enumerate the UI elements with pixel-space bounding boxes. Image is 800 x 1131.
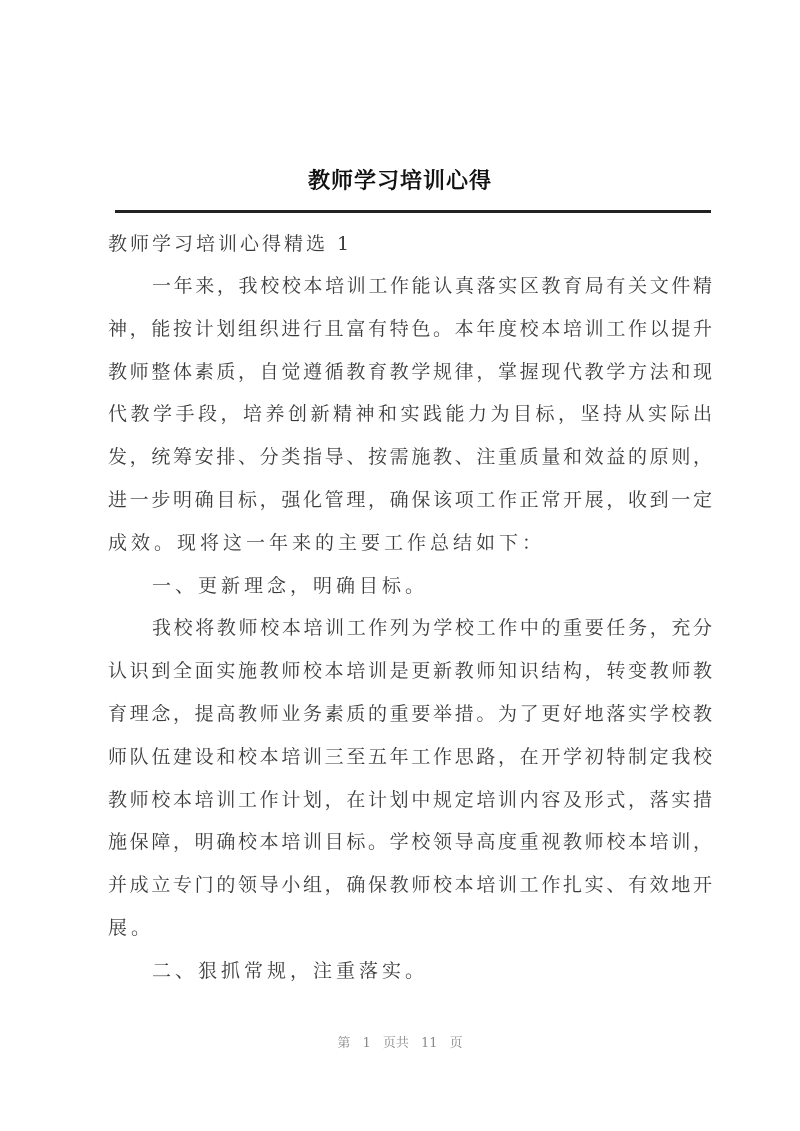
- page-footer: 第 1 页共 11 页: [337, 1036, 463, 1051]
- paragraph-line: 教师校本培训工作计划，在计划中规定培训内容及形式，落实措: [108, 789, 712, 811]
- paragraph-line: 并成立专门的领导小组，确保教师校本培训工作扎实、有效地开: [108, 874, 712, 896]
- paragraph-line: 教师整体素质，自觉遵循教育教学规律，掌握现代教学方法和现: [108, 361, 712, 383]
- title-divider: [115, 210, 711, 213]
- paragraph-line: 二、狠抓常规，注重落实。: [152, 960, 429, 982]
- paragraph-line: 神，能按计划组织进行且富有特色。本年度校本培训工作以提升: [108, 318, 712, 340]
- paragraph-line: 进一步明确目标，强化管理，确保该项工作正常开展，收到一定: [108, 489, 712, 511]
- paragraph-line: 一、更新理念，明确目标。: [152, 575, 429, 597]
- section-subtitle: 教师学习培训心得精选 1: [108, 233, 353, 255]
- paragraph-line: 育理念，提高教师业务素质的重要举措。为了更好地落实学校教: [108, 703, 712, 725]
- paragraph-line: 代教学手段，培养创新精神和实践能力为目标，坚持从实际出: [108, 403, 712, 425]
- document-title: 教师学习培训心得: [307, 169, 492, 194]
- paragraph-line: 成效。现将这一年来的主要工作总结如下：: [108, 532, 546, 554]
- paragraph-line: 我校将教师校本培训工作列为学校工作中的重要任务，充分: [152, 617, 712, 639]
- paragraph-line: 师队伍建设和校本培训三至五年工作思路，在开学初特制定我校: [108, 746, 712, 768]
- paragraph-line: 展。: [108, 917, 155, 939]
- paragraph-line: 施保障，明确校本培训目标。学校领导高度重视教师校本培训，: [108, 831, 712, 853]
- paragraph-line: 一年来，我校校本培训工作能认真落实区教育局有关文件精: [152, 275, 712, 297]
- paragraph-line: 认识到全面实施教师校本培训是更新教师知识结构，转变教师教: [108, 660, 712, 682]
- paragraph-line: 发，统筹安排、分类指导、按需施教、注重质量和效益的原则，: [108, 446, 712, 468]
